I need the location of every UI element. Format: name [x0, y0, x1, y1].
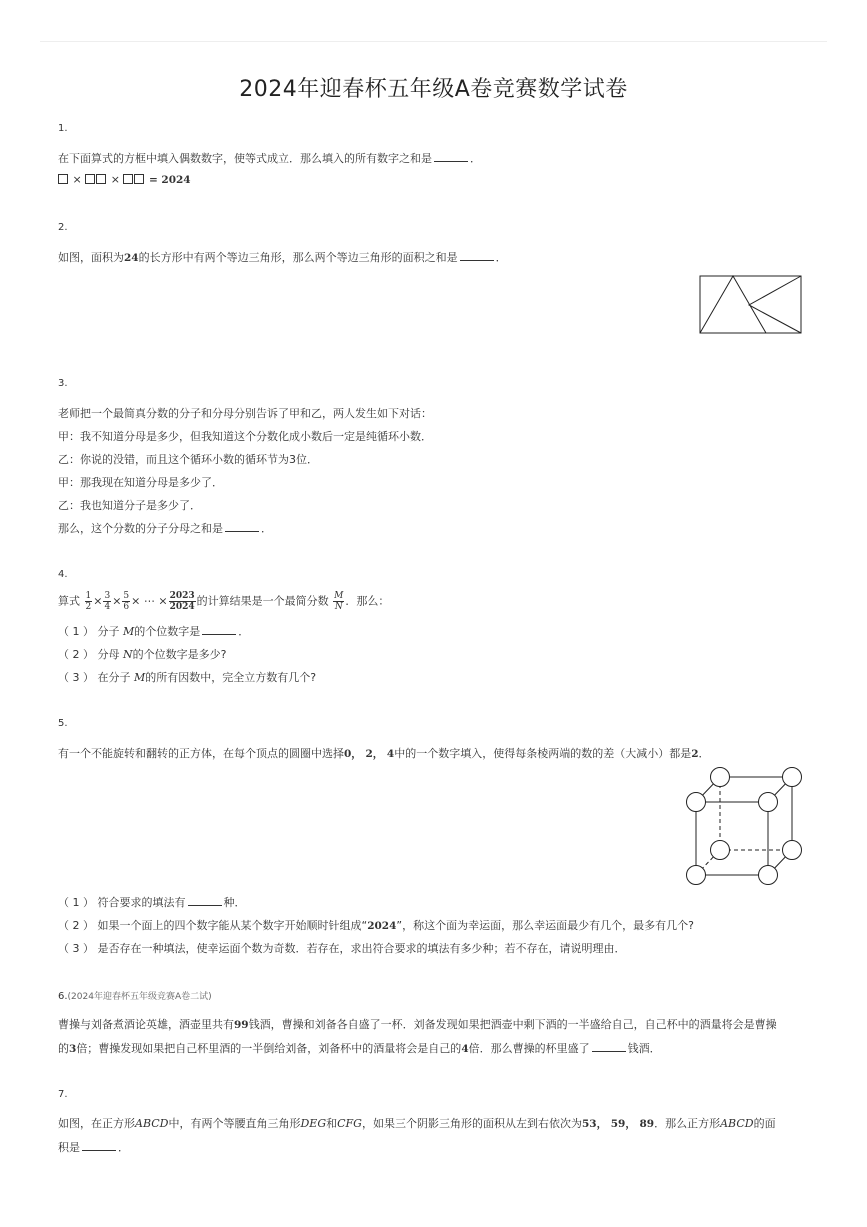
- times-sign: ×: [110, 173, 120, 186]
- numerator: 5: [123, 591, 130, 601]
- question-text: [58, 520, 272, 536]
- q7-d: ，如果三个阴影三角形的面积从左到右依次为: [361, 1117, 582, 1130]
- var: ABCD: [720, 1117, 754, 1130]
- sub3-a: （ 3 ） 在分子: [58, 671, 131, 684]
- var: DEG: [300, 1117, 327, 1130]
- denominator: 2: [85, 602, 92, 612]
- box-icon: [85, 174, 95, 184]
- vertex-circle: [687, 866, 706, 885]
- q6-line2-b: 倍；曹操发现如果把自己杯里酒的一半倒给刘备，刘备杯中的酒量将会是自己的: [76, 1042, 462, 1055]
- fraction: [103, 591, 111, 612]
- times-sign: ×: [72, 173, 82, 186]
- q6-n1: 3: [69, 1043, 77, 1055]
- question-number: 4.: [58, 569, 68, 580]
- q6-line2-c: 倍．那么曹操的杯里盛了: [468, 1042, 590, 1055]
- answer-blank: [188, 895, 222, 906]
- q4-intro: 算式: [58, 594, 80, 608]
- q3-end: ．: [261, 522, 272, 535]
- box-icon: [58, 174, 68, 184]
- question-number: [58, 989, 212, 1002]
- q6-line2-d: 钱酒．: [627, 1042, 661, 1055]
- q7-b: 中，有两个等腰直角三角形: [168, 1117, 301, 1130]
- dialog-line: 乙：我也知道分子是多少了．: [58, 499, 201, 512]
- q5-sub1-b: 种．: [223, 896, 246, 909]
- numerator: 2023: [169, 591, 195, 601]
- q2-area: 24: [124, 252, 139, 264]
- sub2-b: 的个位数字是多少?: [132, 648, 227, 661]
- q2-end: ．: [495, 251, 507, 264]
- q7-nums: 53， 59， 89: [581, 1118, 655, 1130]
- dialog-line: 甲：我不知道分母是多少，但我知道这个分数化成小数后一定是纯循环小数．: [58, 430, 432, 443]
- vertex-circle: [711, 768, 730, 787]
- q5-text-b: 中的一个数字填入，使得每条棱两端的数的差（大减小）都是: [394, 747, 692, 760]
- denominator: 4: [104, 602, 111, 612]
- q5-end: ．: [698, 747, 710, 760]
- q7-line2: 积是: [58, 1141, 80, 1154]
- q2-text-a: 如图，面积为: [58, 251, 124, 264]
- fraction: [85, 591, 93, 612]
- sub3-b: 的所有因数中，完全立方数有几个?: [145, 671, 317, 684]
- var: M: [123, 625, 135, 638]
- equation-rhs: = 2024: [148, 174, 191, 186]
- vertex-circle: [687, 793, 706, 812]
- fraction: [169, 591, 196, 612]
- q5-sub2-a: （ 2 ） 如果一个面上的四个数字能从某个数字开始顺时针组成“: [58, 919, 368, 932]
- sub-question: [58, 917, 694, 933]
- dialog-line: 甲：那我现在知道分母是多少了．: [58, 476, 223, 489]
- question-text: [58, 1139, 129, 1155]
- dots: × ⋯ ×: [131, 594, 168, 608]
- answer-blank: [82, 1140, 116, 1151]
- cube-figure: [683, 764, 807, 888]
- question-number: 3.: [58, 378, 68, 389]
- denominator: 6: [123, 602, 130, 612]
- question-text: [58, 1115, 776, 1131]
- q6-line1-b: 钱酒，曹操和刘备各自盛了一杯．刘备发现如果把酒壶中剩下酒的一半盛给自己，自己杯中的酒量将会是曹操: [248, 1018, 777, 1031]
- q7-c: 和: [326, 1117, 338, 1130]
- q5-sub2-num: 2024: [367, 920, 397, 932]
- fraction: [122, 591, 130, 612]
- sub2-a: （ 2 ） 分母: [58, 648, 120, 661]
- q1-end: ．: [470, 152, 481, 165]
- var: ABCD: [135, 1117, 169, 1130]
- var: M: [134, 671, 146, 684]
- question-number: 2.: [58, 222, 68, 233]
- box-icon: [134, 174, 144, 184]
- q1-text: 在下面算式的方框中填入偶数数字，使等式成立．那么填入的所有数字之和是: [58, 152, 432, 165]
- vertex-circle: [783, 841, 802, 860]
- fraction: [333, 591, 344, 612]
- page-title: 2024年迎春杯五年级A卷竞赛数学试卷: [239, 77, 628, 102]
- box-icon: [123, 174, 133, 184]
- q6-line1-a: 曹操与刘备煮酒论英雄，酒壶里共有: [58, 1018, 234, 1031]
- q5-sub2-b: ”，称这个面为幸运面，那么幸运面最少有几个，最多有几个?: [396, 919, 694, 932]
- numerator: 3: [104, 591, 111, 601]
- var: N: [123, 648, 133, 661]
- question-number: 7.: [58, 1089, 68, 1100]
- question-text: [58, 1016, 777, 1032]
- sub1-end: ．: [238, 625, 250, 638]
- numerator: M: [334, 591, 344, 601]
- answer-blank: [460, 250, 494, 261]
- q4-tail: ．那么：: [345, 594, 390, 608]
- question-text: [58, 1040, 661, 1056]
- header-divider: [40, 41, 827, 42]
- q6-n2: 4: [461, 1043, 469, 1055]
- vertex-circle: [759, 793, 778, 812]
- q7-e: ．那么正方形: [654, 1117, 721, 1130]
- q5-text-a: 有一个不能旋转和翻转的正方体，在每个顶点的圆圈中选择: [58, 747, 344, 760]
- answer-blank: [592, 1041, 626, 1052]
- rectangle-triangles-figure: [699, 275, 803, 335]
- q5-sub1-a: （ 1 ） 符合要求的填法有: [58, 896, 186, 909]
- vertex-circle: [711, 841, 730, 860]
- dialog-line: 乙：你说的没错，而且这个循环小数的循环节为3位．: [58, 453, 318, 466]
- q6-num-99: 99: [234, 1019, 249, 1031]
- q3-last: 那么，这个分数的分子分母之和是: [58, 522, 223, 535]
- equation: [58, 173, 191, 186]
- answer-blank: [225, 521, 259, 532]
- denominator: 2024: [169, 602, 195, 612]
- question-text: [58, 745, 710, 761]
- answer-blank: [202, 624, 236, 635]
- sub1-a: （ 1 ） 分子: [58, 625, 120, 638]
- box-icon: [96, 174, 106, 184]
- q4-mid: 的计算结果是一个最简分数: [196, 594, 329, 608]
- q7-end: ．: [118, 1141, 129, 1154]
- question-source: (2024年迎春杯五年级竞赛A卷二试): [67, 992, 212, 1002]
- dialog-line: 老师把一个最简真分数的分子和分母分别告诉了甲和乙，两人发生如下对话：: [58, 407, 432, 420]
- sub-question: （ 3 ） 是否存在一种填法，使幸运面个数为奇数．若存在，求出符合要求的填法有多少种；若不存在，请说明理由．: [58, 942, 626, 955]
- vertex-circle: [759, 866, 778, 885]
- question-text: [58, 150, 481, 166]
- sub-question: [58, 894, 246, 910]
- vertex-circle: [783, 768, 802, 787]
- q6-line2-a: 的: [58, 1042, 69, 1055]
- q7-f: 的面: [753, 1117, 776, 1130]
- sub-question: [58, 623, 249, 639]
- question-text: 算式 $\frac{1}{2}$ × $\frac{3}{4}$ × $\frac{5}{6}$ × ⋯ × $\frac{2023}{2024}$ 的计算结果是一个最简分数 $\frac{M}{N}$ ．那么：: [58, 591, 390, 612]
- question-text: [58, 249, 507, 265]
- answer-blank: [434, 151, 468, 162]
- q7-a: 如图，在正方形: [58, 1117, 135, 1130]
- denominator: N: [334, 602, 343, 612]
- sub-question: [58, 646, 226, 662]
- q6-num: 6.: [58, 991, 68, 1002]
- q5-nums: 0， 2， 4: [344, 748, 395, 760]
- sub-question: [58, 669, 316, 685]
- q2-text-b: 的长方形中有两个等边三角形，那么两个等边三角形的面积之和是: [138, 251, 458, 264]
- sub1-b: 的个位数字是: [134, 625, 201, 638]
- q5-diff: 2: [691, 748, 699, 760]
- question-number: 5.: [58, 718, 68, 729]
- numerator: 1: [85, 591, 92, 601]
- var: CFG: [337, 1117, 362, 1130]
- question-number: 1.: [58, 123, 68, 134]
